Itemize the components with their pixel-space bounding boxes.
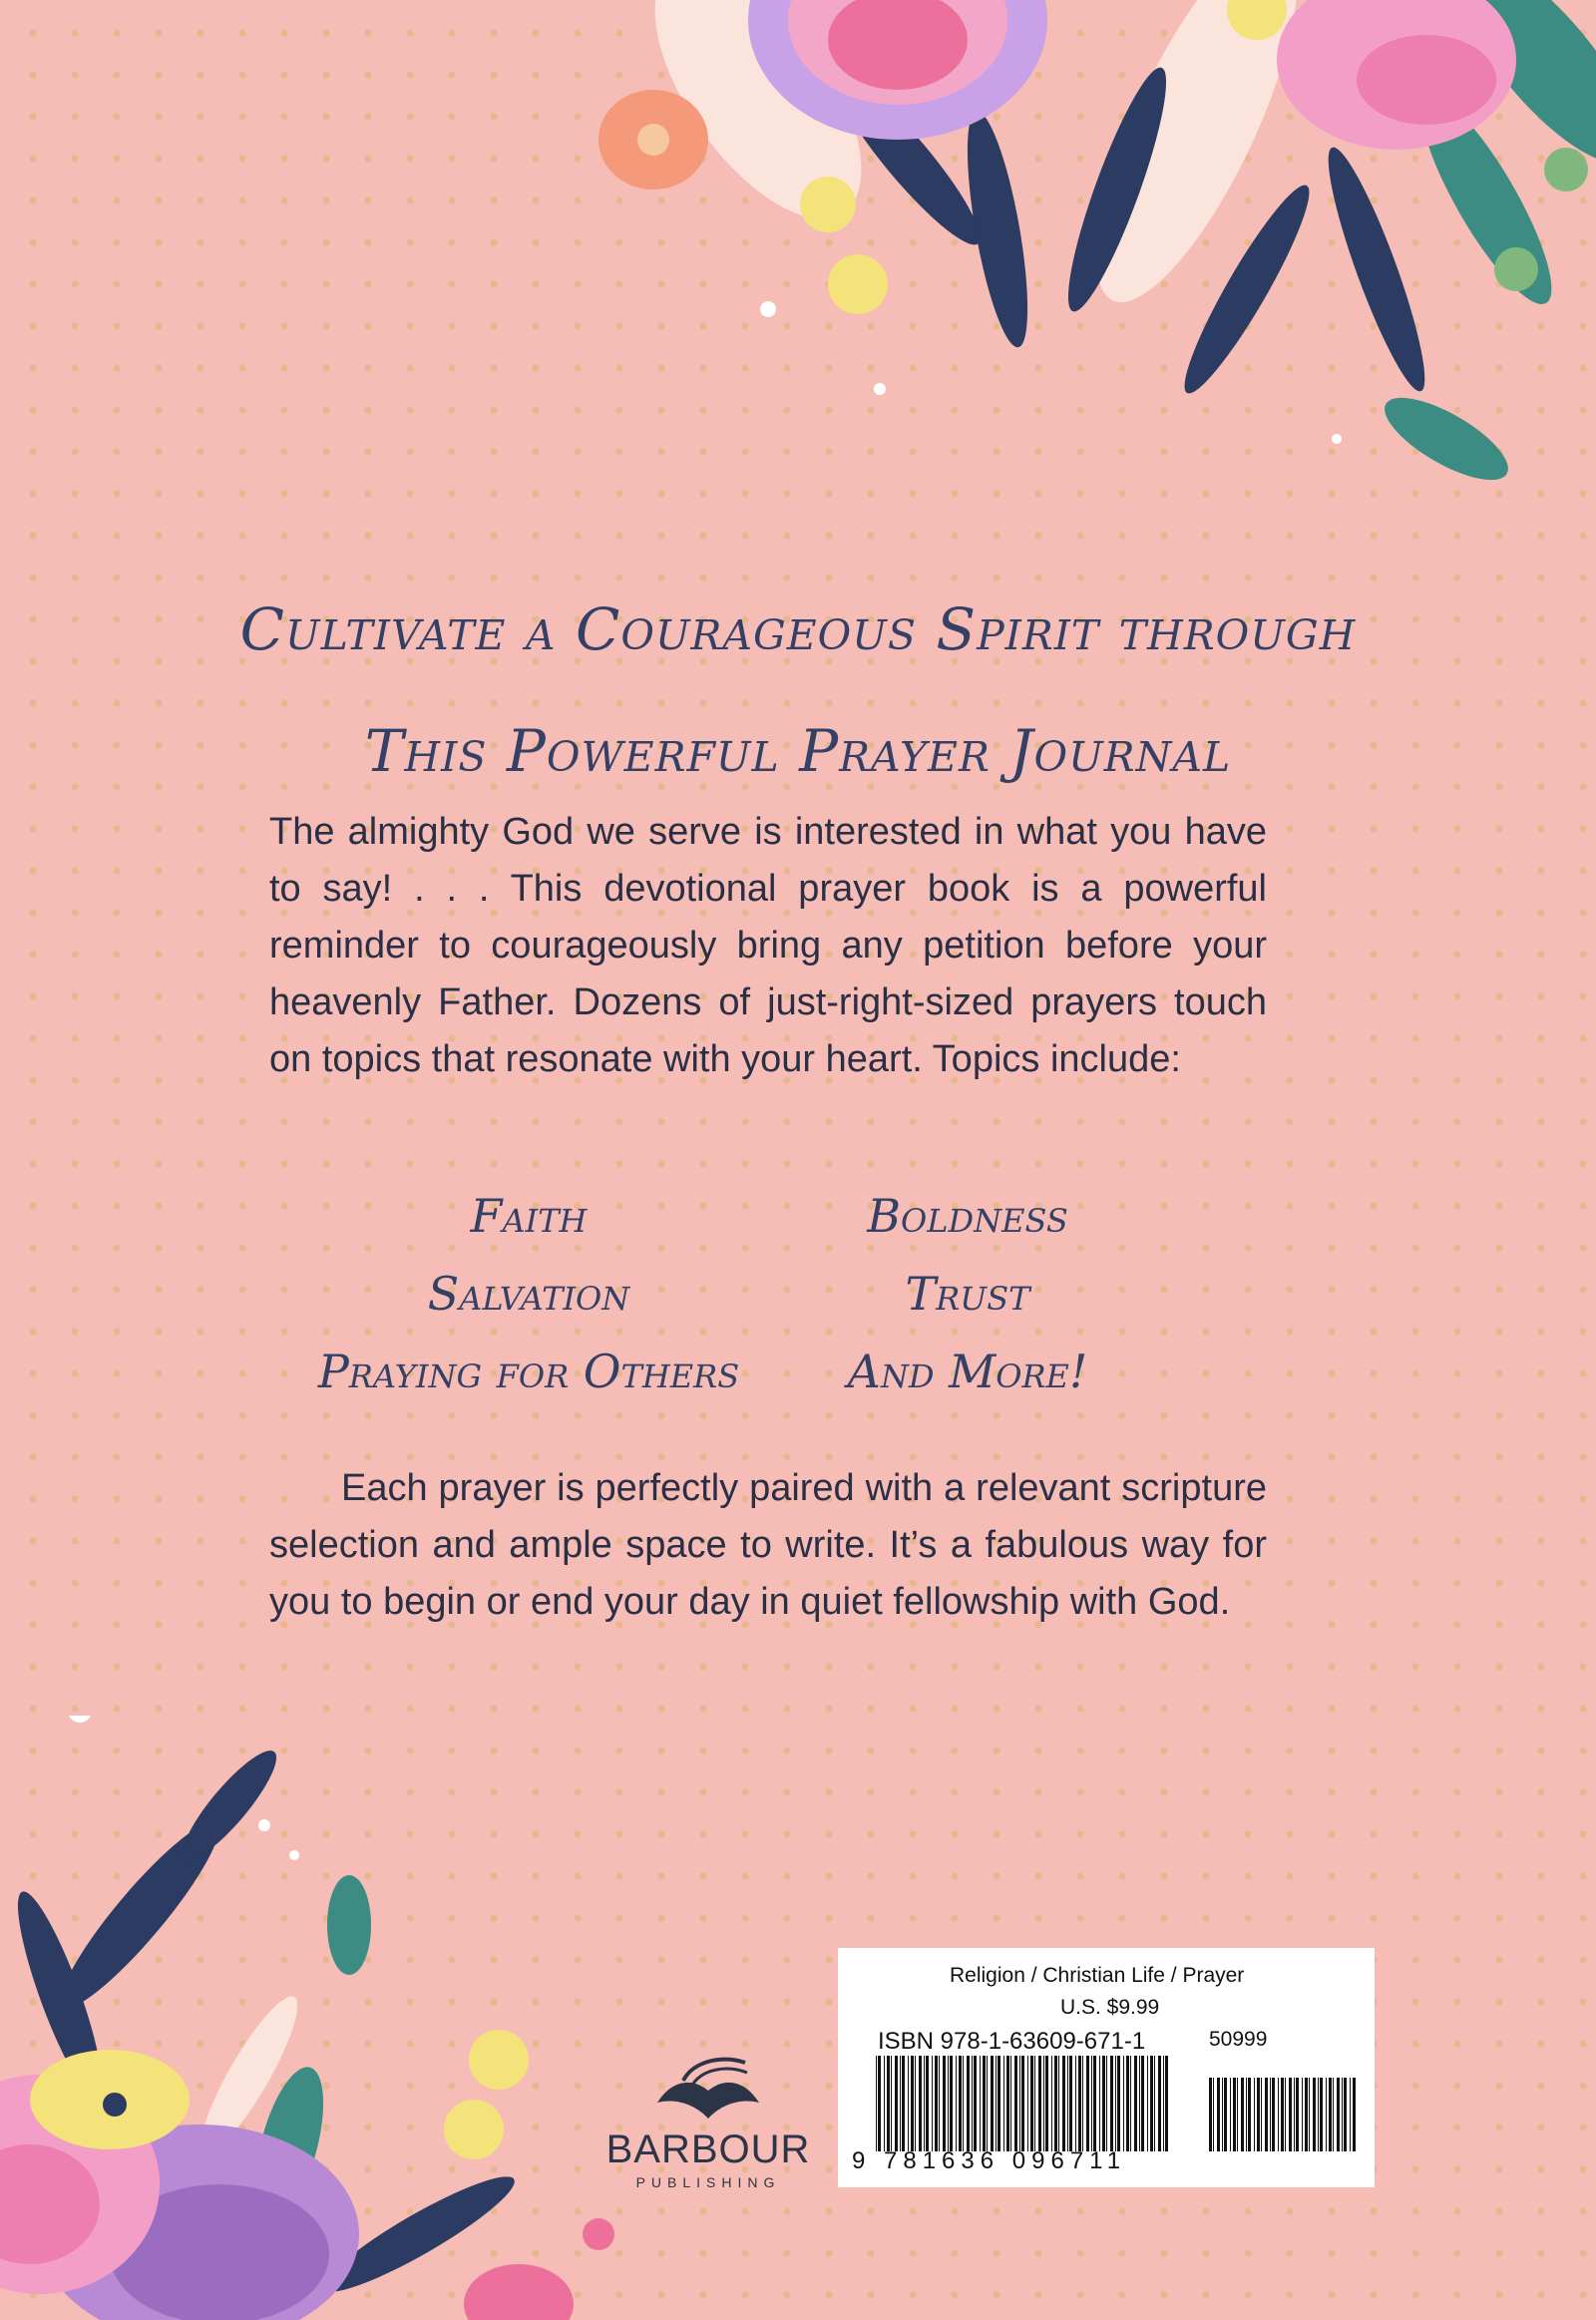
barcode-bar [1313, 2078, 1316, 2151]
barcode-addon-number: 50999 [1209, 2028, 1268, 2051]
barcode-bar [1302, 2078, 1303, 2151]
headline-line-2: This Powerful Prayer Journal [364, 717, 1232, 785]
barcode-bar [1272, 2078, 1275, 2151]
barcode-bar [932, 2056, 933, 2151]
barcode-bar [974, 2056, 977, 2151]
barcode-bar [1141, 2056, 1144, 2151]
barcode-bar [1270, 2078, 1271, 2151]
barcode-bar [1261, 2078, 1262, 2151]
barcode-bar [900, 2056, 901, 2151]
barcode-bar [1043, 2056, 1044, 2151]
barcode-bar [956, 2056, 957, 2151]
open-book-icon [653, 2051, 763, 2121]
barcode-bar [1342, 2078, 1343, 2151]
barcode-bar [1318, 2078, 1319, 2151]
barcode-bar [1058, 2056, 1059, 2151]
barcode-bar [983, 2056, 986, 2151]
barcode-bar [948, 2056, 949, 2151]
barcode-bar [1305, 2078, 1308, 2151]
barcode-bar [1010, 2056, 1011, 2151]
barcode-bar [1224, 2078, 1227, 2151]
barcode-bar [1082, 2056, 1083, 2151]
barcode-bar [1099, 2056, 1100, 2151]
barcode-bar [980, 2056, 981, 2151]
barcode-bar [1248, 2078, 1251, 2151]
barcode-bar [972, 2056, 973, 2151]
barcode-bar [1165, 2056, 1168, 2151]
barcode-bar [1067, 2056, 1068, 2151]
barcode-bar [959, 2056, 962, 2151]
barcode-bar [911, 2056, 914, 2151]
topics-list [309, 1189, 1187, 1398]
barcode-bar [1344, 2078, 1347, 2151]
barcode-bar [1014, 2056, 1017, 2151]
barcode-bar [887, 2056, 890, 2151]
barcode-bar [1019, 2056, 1020, 2151]
barcode-bar [1106, 2056, 1107, 2151]
barcode-bar [1329, 2078, 1332, 2151]
barcode-bar [950, 2056, 953, 2151]
barcode-bar [1115, 2056, 1116, 2151]
barcode-bar [1054, 2056, 1057, 2151]
top-floral-illustration [559, 0, 1596, 519]
barcode-bar [924, 2056, 925, 2151]
barcode-bar [1154, 2056, 1155, 2151]
barcode-bar [1222, 2078, 1223, 2151]
barcode-bar [1285, 2078, 1286, 2151]
publisher-subtitle: PUBLISHING [635, 2174, 781, 2190]
headline [229, 569, 1367, 812]
barcode-category: Religion / Christian Life / Prayer [950, 1964, 1245, 1987]
barcode-bar [1003, 2056, 1004, 2151]
barcode-bar [1134, 2056, 1137, 2151]
barcode-bar [1117, 2056, 1120, 2151]
barcode-bar [1139, 2056, 1140, 2151]
barcode-bar [1150, 2056, 1153, 2151]
addon-barcode [1209, 2078, 1359, 2151]
barcode-bar [876, 2056, 877, 2151]
barcode-bar [1030, 2056, 1033, 2151]
barcode-bar [1027, 2056, 1028, 2151]
barcode-bar [908, 2056, 909, 2151]
barcode-bar [1130, 2056, 1131, 2151]
barcode-bar [1217, 2078, 1220, 2151]
barcode-bar [915, 2056, 916, 2151]
barcode-bar [1034, 2056, 1035, 2151]
barcode-bar [1158, 2056, 1161, 2151]
barcode-bar [1062, 2056, 1065, 2151]
barcode-bar [1320, 2078, 1323, 2151]
topic-praying-for-others: Praying for Others [317, 1345, 740, 1398]
barcode-bar [1045, 2056, 1048, 2151]
barcode-bar [1051, 2056, 1052, 2151]
barcode-bar [1163, 2056, 1164, 2151]
barcode-bar [1078, 2056, 1081, 2151]
barcode-bar [1289, 2078, 1292, 2151]
barcode-bar [1246, 2078, 1247, 2151]
barcode-bar [1213, 2078, 1214, 2151]
barcode-bar [998, 2056, 1000, 2151]
barcode-bar [1337, 2078, 1340, 2151]
barcode-bar [1309, 2078, 1310, 2151]
barcode-bar [1093, 2056, 1096, 2151]
barcode-isbn: ISBN 978-1-63609-671-1 [878, 2028, 1146, 2055]
barcode-bar [1069, 2056, 1072, 2151]
intro-paragraph: The almighty God we serve is interested in what you have to say! . . . This devotional prayer book is a powerful reminder to courageously bring any petition before your heavenly Father. Dozens of just-right-sized prayers touch on topics that resonate with your heart. Topics include: [269, 811, 1267, 1080]
barcode-bar [1038, 2056, 1041, 2151]
barcode-bar [1086, 2056, 1089, 2151]
barcode-bar [1147, 2056, 1148, 2151]
barcode-bar [1241, 2078, 1244, 2151]
barcode-bar [935, 2056, 938, 2151]
barcode-price: U.S. $9.99 [1060, 1996, 1160, 2019]
topic-salvation: Salvation [427, 1267, 630, 1321]
barcode-bar [1110, 2056, 1113, 2151]
barcode-bar [1006, 2056, 1009, 2151]
barcode-bar [1254, 2078, 1255, 2151]
barcode-bar [1230, 2078, 1231, 2151]
headline-line-1: Cultivate a Courageous Spirit through [239, 595, 1357, 663]
barcode-bar [926, 2056, 929, 2151]
barcode-bar [878, 2056, 881, 2151]
topic-boldness: Boldness [867, 1189, 1068, 1243]
barcode-bar [902, 2056, 905, 2151]
barcode-bar [987, 2056, 988, 2151]
barcode-bar [884, 2056, 885, 2151]
barcode-bar [1296, 2078, 1299, 2151]
barcode-bar [1126, 2056, 1129, 2151]
barcode-bar [967, 2056, 970, 2151]
barcode-bar [1123, 2056, 1124, 2151]
bottom-floral-illustration [0, 1716, 658, 2320]
publisher-logo [589, 2051, 828, 2190]
closing-paragraph: Each prayer is perfectly paired with a relevant scripture selection and ample space to write. It’s a fabulous way for you to begin or end your day in quiet fellowship with God. [269, 1467, 1267, 1623]
barcode-bar [939, 2056, 940, 2151]
isbn-barcode [876, 2056, 1175, 2151]
topic-faith: Faith [470, 1189, 588, 1243]
topic-trust: Trust [905, 1267, 1030, 1321]
barcode-bar [1265, 2078, 1268, 2151]
barcode-bar [991, 2056, 994, 2151]
publisher-name: BARBOUR [605, 2127, 811, 2171]
topic-and-more: And More! [847, 1345, 1088, 1398]
barcode-bar [895, 2056, 898, 2151]
barcode-bar [1353, 2078, 1356, 2151]
barcode-bar [1257, 2078, 1260, 2151]
barcode-bar [1021, 2056, 1024, 2151]
barcode-bar [943, 2056, 946, 2151]
barcode-bar [1209, 2078, 1212, 2151]
barcode-bar [919, 2056, 922, 2151]
barcode-bar [1278, 2078, 1279, 2151]
barcode-bar [1237, 2078, 1238, 2151]
barcode-bar [963, 2056, 964, 2151]
barcode-bar [1333, 2078, 1334, 2151]
barcode-bar [996, 2056, 997, 2151]
barcode-bar [1294, 2078, 1295, 2151]
barcode-box [838, 1948, 1375, 2187]
barcode-bar [891, 2056, 892, 2151]
barcode-bar [1102, 2056, 1105, 2151]
barcode-bar [1350, 2078, 1351, 2151]
barcode-bar [1281, 2078, 1284, 2151]
barcode-bar [1326, 2078, 1327, 2151]
barcode-bar [1075, 2056, 1076, 2151]
barcode-digits: 9 781636 096711 [852, 2147, 1127, 2174]
barcode-bar [1233, 2078, 1236, 2151]
barcode-bar [1091, 2056, 1092, 2151]
